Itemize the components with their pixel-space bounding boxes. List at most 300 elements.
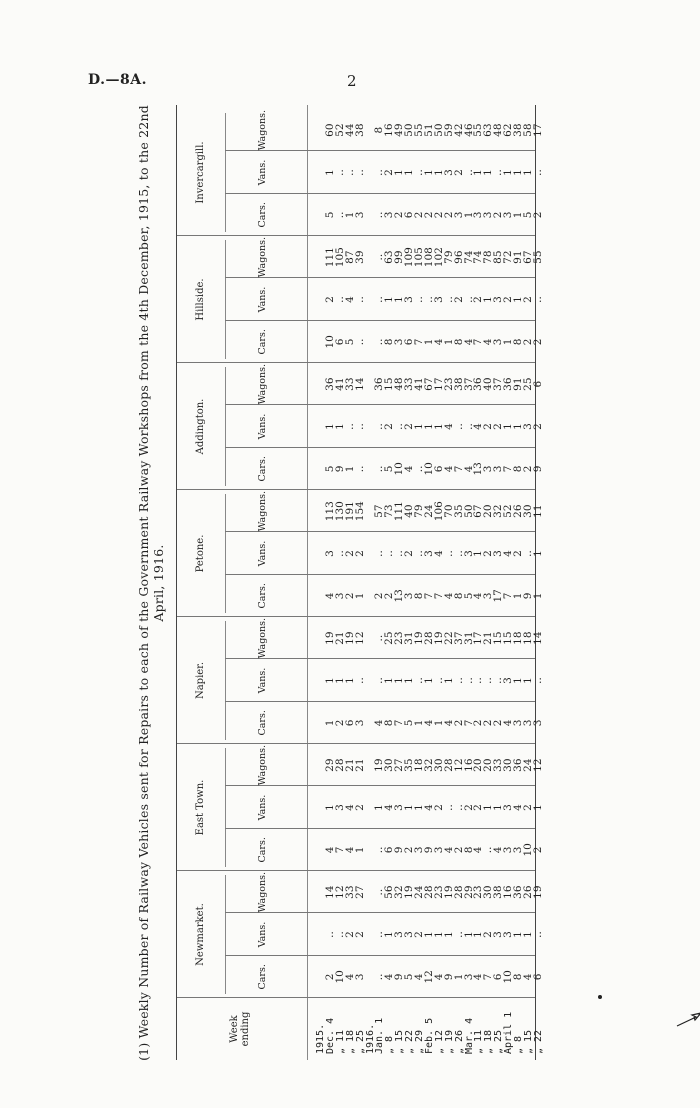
table-cell: ..	[413, 465, 425, 473]
table-cell: 1	[492, 804, 505, 811]
week-label: „ 18	[344, 1029, 356, 1054]
table-cell: 4	[432, 550, 445, 557]
table-cell: 106	[432, 501, 445, 522]
week-label: 1915.	[315, 1023, 326, 1054]
table-cell: 3	[353, 719, 366, 727]
table-cell: 2	[413, 211, 425, 219]
sub-header-vans: Vans.	[257, 921, 268, 948]
table-cell: 1	[422, 338, 435, 346]
table-cell: 2	[373, 592, 386, 600]
table-cell: ..	[333, 169, 346, 176]
table-cell: 1	[531, 592, 544, 600]
table-cell: ..	[373, 253, 386, 261]
table-cell: 31	[462, 631, 475, 645]
table-cell: 2	[383, 423, 396, 430]
table-cell: ..	[432, 677, 445, 684]
table-cell: 105	[413, 247, 425, 268]
table-cell: 15	[492, 631, 505, 645]
table-cell: 8	[512, 465, 524, 473]
table-cell: 50	[403, 123, 416, 137]
table-cell: 9	[531, 465, 544, 473]
table-cell: 38	[353, 123, 366, 137]
workshop-header: East Town.	[195, 779, 206, 836]
table-cell: 6	[333, 338, 346, 346]
table-cell: 1	[333, 423, 346, 430]
table-cell: 3	[333, 592, 346, 600]
table-cell: ..	[442, 550, 455, 557]
table-cell: 2	[353, 550, 366, 557]
table-cell: 85	[492, 250, 505, 264]
table-cell: 19	[403, 885, 416, 899]
table-cell: 3	[502, 804, 515, 811]
sub-divider	[225, 912, 535, 913]
table-cell: 1	[323, 169, 336, 176]
week-label: „ 22	[532, 1029, 544, 1054]
sub-divider	[225, 828, 535, 829]
table-cell: 1	[422, 423, 435, 430]
table-cell: 35	[452, 504, 465, 518]
table-cell: 60	[323, 123, 336, 137]
table-cell: 1	[482, 804, 495, 811]
table-cell: 1	[512, 423, 524, 430]
table-cell: 56	[383, 885, 396, 899]
table-cell: 2	[531, 423, 544, 430]
table-cell: 1	[512, 931, 524, 938]
table-cell: 25	[383, 631, 396, 645]
table-cell: 8	[373, 126, 386, 134]
group-rule	[225, 113, 226, 232]
table-cell: 3	[502, 931, 515, 938]
sub-divider	[225, 531, 535, 532]
table-cell: 3	[482, 211, 495, 219]
table-cell: 30	[502, 758, 515, 772]
table-cell: 39	[353, 250, 366, 264]
table-cell: 29	[462, 885, 475, 899]
week-label: Dec. 4	[324, 1017, 336, 1054]
table-cell: 3	[413, 846, 425, 854]
table-cell: 3	[403, 931, 416, 938]
workshop-header: Napier.	[195, 661, 206, 700]
table-cell: 2	[403, 423, 416, 430]
table-cell: 1	[393, 677, 406, 684]
table-cell: 3	[521, 423, 534, 430]
table-cell: ..	[373, 296, 386, 303]
table-cell: 59	[442, 123, 455, 137]
table-cell: 4	[323, 846, 336, 854]
sub-header-vans: Vans.	[257, 159, 268, 186]
table-cell: 9	[422, 846, 435, 854]
table-cell: 4	[323, 592, 336, 600]
table-cell: 1	[472, 931, 485, 938]
table-cell: 14	[353, 377, 366, 391]
table-cell: ..	[353, 677, 366, 684]
table-cell: 2	[403, 550, 416, 557]
table-cell: 15	[502, 631, 515, 645]
table-cell: 1	[373, 804, 386, 811]
table-cell: 20	[472, 758, 485, 772]
table-cell: 3	[442, 169, 455, 176]
table-cell: 1	[383, 931, 396, 938]
table-cell: 2	[452, 296, 465, 303]
table-cell: 8	[452, 592, 465, 600]
table-cell: 33	[343, 377, 356, 391]
group-divider	[177, 235, 535, 236]
table-cell: 79	[413, 504, 425, 518]
table-cell: 16	[462, 758, 475, 772]
table-cell: 3	[482, 592, 495, 600]
table-cell: ..	[452, 931, 465, 938]
table-cell: 3	[512, 719, 524, 727]
table-cell: 23	[472, 885, 485, 899]
table-cell: 10	[323, 335, 336, 349]
table-cell: ..	[462, 677, 475, 684]
table-cell: 4	[422, 804, 435, 811]
week-label: „ 22	[404, 1029, 416, 1054]
sub-header-wagons: Wagons.	[257, 744, 268, 786]
table-cell: 2	[531, 211, 544, 219]
table-cell: 2	[472, 804, 485, 811]
table-cell: 10	[502, 970, 515, 984]
table-cell: 57	[373, 504, 386, 518]
table-cell: 1	[432, 719, 445, 727]
table-cell: 14	[531, 631, 544, 645]
pen-mark-icon	[676, 1012, 700, 1028]
table-cell: 4	[462, 465, 475, 473]
table-cell: 1	[502, 423, 515, 430]
table-cell: ..	[462, 423, 475, 430]
table-cell: 191	[343, 501, 356, 522]
group-rule	[225, 748, 226, 867]
sub-header-cars: Cars.	[257, 583, 268, 609]
table-cell: 1	[502, 169, 515, 176]
table-cell: 20	[482, 758, 495, 772]
table-cell: 12	[422, 970, 435, 984]
table-cell: ..	[462, 169, 475, 176]
table-cell: ..	[373, 338, 386, 346]
table-cell: 2	[521, 338, 534, 346]
table-cell: 1	[393, 296, 406, 303]
table-cell: 11	[531, 504, 544, 518]
table-cell: 1	[462, 931, 475, 938]
table-cell: ..	[531, 169, 544, 176]
table-cell: ..	[442, 804, 455, 811]
table-cell: 36	[323, 377, 336, 391]
sub-divider	[225, 785, 535, 786]
table-cell: 46	[462, 123, 475, 137]
table-cell: 2	[452, 719, 465, 727]
table-cell: 19	[373, 758, 386, 772]
table-cell: 7	[422, 592, 435, 600]
table-cell: 8	[512, 973, 524, 981]
group-rule	[225, 621, 226, 740]
table-cell: 1	[413, 423, 425, 430]
table-cell: 4	[343, 973, 356, 981]
table-cell: 1	[383, 677, 396, 684]
table-cell: 4	[472, 592, 485, 600]
table-cell: 1	[502, 338, 515, 346]
sub-header-vans: Vans.	[257, 286, 268, 313]
table-cell: 1	[472, 169, 485, 176]
table-cell: 3	[323, 550, 336, 557]
table-cell: 109	[403, 247, 416, 268]
table-cell: 3	[353, 211, 366, 219]
table-cell: 4	[502, 719, 515, 727]
table-cell: 16	[383, 123, 396, 137]
week-label: April 1	[503, 1011, 515, 1054]
table-cell: 1	[432, 931, 445, 938]
table-cell: 1	[403, 804, 416, 811]
table-cell: 9	[333, 465, 346, 473]
table-cell: 2	[531, 338, 544, 346]
sub-header-wagons: Wagons.	[257, 617, 268, 659]
table-cell: 17	[492, 589, 505, 603]
table-cell: 9	[393, 973, 406, 981]
table-cell: 2	[383, 592, 396, 600]
table-cell: 4	[472, 423, 485, 430]
table-cell: 6	[531, 973, 544, 981]
table-cell: 1	[442, 677, 455, 684]
table-cell: 48	[492, 123, 505, 137]
table-cell: 16	[502, 885, 515, 899]
table-cell: 67	[472, 504, 485, 518]
table-cell: 1	[442, 931, 455, 938]
table-cell: 1	[413, 719, 425, 727]
table-cell: 2	[393, 211, 406, 219]
table-cell: 9	[521, 592, 534, 600]
table-cell: 4	[383, 973, 396, 981]
table-cell: 7	[333, 846, 346, 854]
table-cell: 1	[343, 465, 356, 473]
table-cell: 1	[413, 804, 425, 811]
table-cell: 44	[343, 123, 356, 137]
table-cell: 28	[452, 885, 465, 899]
table-cell: 3	[531, 719, 544, 727]
table-cell: 4	[492, 846, 505, 854]
table-cell: 105	[333, 247, 346, 268]
table-cell: 19	[531, 885, 544, 899]
table-cell: ..	[333, 550, 346, 557]
workshop-header: Invercargill.	[195, 141, 206, 204]
group-divider	[177, 362, 535, 363]
table-cell: 32	[492, 504, 505, 518]
table-cell: 3	[383, 211, 396, 219]
table-cell: 52	[502, 504, 515, 518]
table-cell: 1	[512, 211, 524, 219]
table-cell: 2	[413, 931, 425, 938]
table-cell: ..	[452, 677, 465, 684]
table-cell: 2	[492, 719, 505, 727]
workshop-header: Newmarket.	[195, 903, 206, 966]
table-cell: 1	[521, 931, 534, 938]
sub-header-vans: Vans.	[257, 540, 268, 567]
table-cell: 2	[521, 465, 534, 473]
table-cell: 2	[521, 804, 534, 811]
sub-header-wagons: Wagons.	[257, 236, 268, 278]
table-cell: 4	[442, 423, 455, 430]
sub-header-wagons: Wagons.	[257, 109, 268, 151]
table-cell: ..	[373, 550, 386, 557]
week-label: 1916.	[364, 1023, 376, 1054]
table-cell: 12	[452, 758, 465, 772]
table-cell: 41	[333, 377, 346, 391]
table-cell: ..	[531, 931, 544, 938]
table-cell: 62	[502, 123, 515, 137]
table-cell: 91	[512, 377, 524, 391]
table-cell: 7	[413, 338, 425, 346]
table-cell: 36	[512, 885, 524, 899]
table-cell: 2	[492, 211, 505, 219]
table-cell: 72	[502, 250, 515, 264]
group-rule	[225, 367, 226, 486]
table-cell: 1	[432, 423, 445, 430]
table-cell: 4	[442, 846, 455, 854]
table-cell: 51	[422, 123, 435, 137]
table-cell: ..	[482, 677, 495, 684]
week-ending-header: Week ending	[229, 1011, 251, 1047]
table-cell: ..	[492, 677, 505, 684]
table-cell: 3	[403, 296, 416, 303]
table-cell: 31	[403, 631, 416, 645]
table-cell: 8	[383, 719, 396, 727]
table-cell: ..	[413, 677, 425, 684]
table-cell: 3	[422, 550, 435, 557]
table-cell: 28	[442, 758, 455, 772]
table-cell: 4	[442, 465, 455, 473]
week-label: „ 25	[354, 1029, 366, 1054]
table-cell: 21	[353, 758, 366, 772]
table-cell: 1	[462, 211, 475, 219]
table-cell: 18	[413, 758, 425, 772]
table-cell: 30	[521, 504, 534, 518]
table-cell: ..	[333, 211, 346, 219]
table-cell: 8	[452, 338, 465, 346]
table-cell: 10	[333, 970, 346, 984]
table-cell: 1	[452, 973, 465, 981]
table-cell: 32	[422, 758, 435, 772]
week-label: „ 8	[384, 1035, 396, 1054]
table-cell: 49	[393, 123, 406, 137]
sub-header-wagons: Wagons.	[257, 871, 268, 913]
sub-header-wagons: Wagons.	[257, 363, 268, 405]
table-cell: 19	[323, 631, 336, 645]
table-cell: 18	[512, 631, 524, 645]
week-label: „ 26	[453, 1029, 465, 1054]
table-cell: 9	[442, 973, 455, 981]
table-cell: 8	[383, 338, 396, 346]
table-cell: 23	[442, 377, 455, 391]
table-cell: 25	[521, 377, 534, 391]
table-cell: 5	[323, 465, 336, 473]
group-rule	[225, 494, 226, 613]
table-cell: 12	[531, 758, 544, 772]
table-cell: 2	[452, 846, 465, 854]
table-cell: 48	[393, 377, 406, 391]
table-cell: 2	[432, 211, 445, 219]
table-cell: 21	[482, 631, 495, 645]
table-cell: 2	[482, 423, 495, 430]
table-cell: 1	[422, 677, 435, 684]
table-cell: 6	[343, 719, 356, 727]
table-cell: 22	[442, 631, 455, 645]
table-cell: 10	[393, 462, 406, 476]
table-cell: 1	[323, 719, 336, 727]
table-cell: 37	[452, 631, 465, 645]
table-cell: 2	[472, 719, 485, 727]
sub-divider	[225, 150, 535, 151]
table-cell: 5	[323, 211, 336, 219]
table-cell: 4	[472, 973, 485, 981]
table-cell: 8	[413, 592, 425, 600]
week-label: „ 8	[513, 1035, 524, 1054]
table-cell: ..	[373, 677, 386, 684]
table-cell: 1	[353, 592, 366, 600]
table-cell: ..	[333, 931, 346, 938]
table-cell: 2	[343, 931, 356, 938]
week-label: „ 29	[414, 1029, 425, 1054]
table-cell: 20	[482, 504, 495, 518]
sub-header-cars: Cars.	[257, 456, 268, 482]
table-cell: 32	[393, 885, 406, 899]
table-cell: 5	[403, 719, 416, 727]
group-divider	[177, 489, 535, 490]
table-cell: 130	[333, 501, 346, 522]
table-cell: 35	[403, 758, 416, 772]
table-cell: 63	[383, 250, 396, 264]
table-cell: 58	[521, 123, 534, 137]
table-cell: 2	[343, 592, 356, 600]
table-cell: 108	[422, 247, 435, 268]
table-cell: ..	[472, 677, 485, 684]
table-cell: 99	[393, 250, 406, 264]
week-label: „ 19	[443, 1029, 455, 1054]
table-cell: 96	[452, 250, 465, 264]
repairs-table	[176, 105, 544, 1060]
table-cell: 1	[422, 169, 435, 176]
table-cell: 3	[492, 465, 505, 473]
table-cell: 2	[353, 931, 366, 938]
table-cell: 111	[393, 501, 406, 522]
table-cell: 13	[393, 589, 406, 603]
table-cell: 154	[353, 501, 366, 522]
table-cell: 24	[413, 885, 425, 899]
table-cell: 36	[373, 377, 386, 391]
table-cell: 7	[502, 465, 515, 473]
table-cell: 1	[531, 550, 544, 557]
table-cell: 3	[462, 550, 475, 557]
table-cell: 30	[482, 885, 495, 899]
table-cell: 1	[403, 169, 416, 176]
table-cell: 79	[442, 250, 455, 264]
table-cell: ..	[492, 169, 505, 176]
week-label: Jan. 1	[374, 1017, 386, 1054]
sub-header-cars: Cars.	[257, 837, 268, 863]
table-cell: 12	[333, 885, 346, 899]
table-cell: ..	[462, 296, 475, 303]
table-cell: 29	[323, 758, 336, 772]
table-cell: 1	[482, 296, 495, 303]
table-cell: 4	[502, 550, 515, 557]
table-cell: ..	[452, 550, 465, 557]
table-cell: 23	[393, 631, 406, 645]
table-cell: 1	[512, 592, 524, 600]
table-cell: 6	[403, 211, 416, 219]
table-cell: 19	[432, 631, 445, 645]
table-cell: 17	[531, 123, 544, 137]
week-label: „ 18	[483, 1029, 495, 1054]
table-cell: 42	[452, 123, 465, 137]
table-cell: ..	[373, 169, 386, 176]
table-cell: 3	[432, 846, 445, 854]
